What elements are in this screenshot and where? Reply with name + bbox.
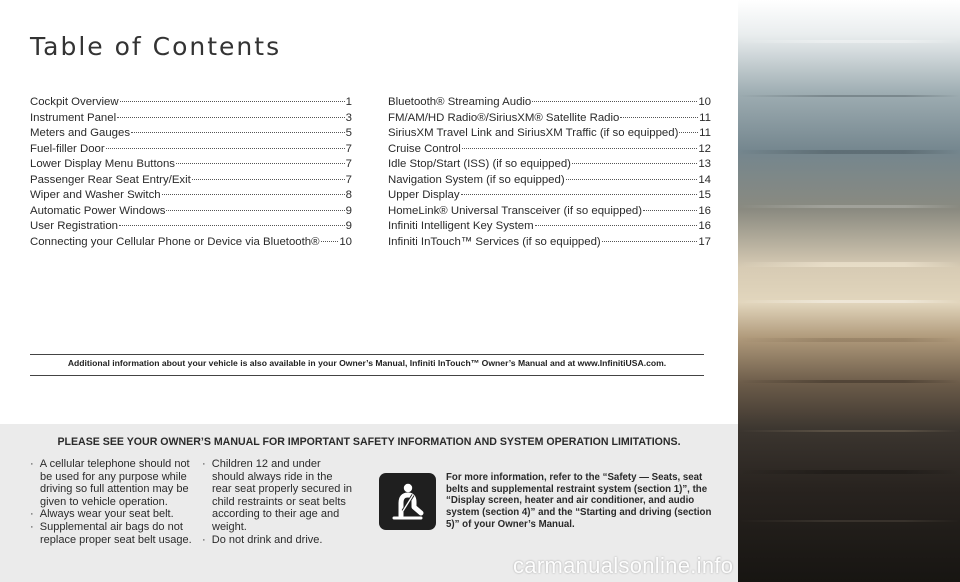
photo-streak [738, 338, 960, 342]
toc-entry [388, 188, 711, 204]
toc-leader-dots [532, 101, 697, 102]
toc-entry [30, 142, 352, 158]
toc-leader-dots [131, 132, 345, 133]
toc-entry-page: 7 [345, 173, 352, 186]
toc-entry-title: Infiniti InTouch™ Services (if so equipped) [388, 235, 601, 248]
toc-entry-page: 9 [345, 204, 352, 217]
toc-entry [388, 173, 711, 189]
toc-entry-title: Navigation System (if so equipped) [388, 173, 565, 186]
toc-entry [388, 111, 711, 127]
toc-entry [388, 235, 711, 251]
toc-entry-page: 17 [698, 235, 711, 248]
toc-entry [30, 188, 352, 204]
safety-bullet: · Supplemental air bags do not replace proper seat belt usage. [30, 521, 198, 546]
toc-entry [388, 157, 711, 173]
toc-entry-page: 8 [345, 189, 352, 201]
toc-entry-page: 9 [345, 220, 352, 232]
toc-entry-page: 5 [345, 127, 352, 139]
toc-entry-page: 11 [699, 111, 711, 124]
toc-entry-title: Connecting your Cellular Phone or Device via Bluetooth® [30, 235, 320, 248]
toc-leader-dots [462, 148, 698, 149]
toc-leader-dots [620, 117, 698, 118]
photo-streak [738, 40, 960, 43]
photo-streak [738, 430, 960, 432]
toc-entry [388, 126, 711, 142]
divider-bottom [30, 375, 704, 376]
toc-entry-page: 7 [345, 142, 352, 155]
toc-entry [30, 95, 352, 111]
photo-streak [738, 95, 960, 97]
toc-entry-title: Bluetooth® Streaming Audio [388, 96, 532, 108]
toc-entry-title: SiriusXM Travel Link and SiriusXM Traffic (if so equipped) [388, 127, 679, 139]
toc-entry-page: 10 [339, 235, 352, 248]
toc-entry-page: 16 [698, 204, 711, 217]
toc-entry [30, 126, 352, 142]
toc-entry-title: HomeLink® Universal Transceiver (if so equipped) [388, 204, 643, 217]
toc-entry-title: Upper Display [388, 189, 460, 201]
photo-streak [738, 150, 960, 154]
photo-streak [738, 520, 960, 522]
toc-entry-title: Lower Display Menu Buttons [30, 158, 175, 170]
toc-entry [388, 142, 711, 158]
toc-entry-title: Cruise Control [388, 142, 461, 155]
toc-entry-page: 10 [698, 96, 711, 108]
photo-streak [738, 380, 960, 383]
toc-entry-page: 3 [345, 111, 352, 124]
toc-entry-title: Automatic Power Windows [30, 204, 166, 217]
toc-entry-title: Idle Stop/Start (ISS) (if so equipped) [388, 158, 571, 170]
divider-top [30, 354, 704, 355]
toc-leader-dots [643, 210, 697, 211]
photo-streak [738, 205, 960, 208]
toc-entry [30, 204, 352, 220]
safety-bullets-col1 [30, 458, 198, 546]
toc-entry-page: 16 [698, 220, 711, 232]
toc-entry-title: Instrument Panel [30, 111, 117, 124]
toc-entry [30, 173, 352, 189]
toc-leader-dots [461, 194, 698, 195]
toc-left-column [30, 95, 352, 250]
toc-leader-dots [117, 117, 345, 118]
toc-leader-dots [535, 225, 698, 226]
toc-leader-dots [166, 210, 344, 211]
motion-blur-photo [738, 0, 960, 582]
toc-entry-title: Fuel-filler Door [30, 142, 105, 155]
toc-entry-page: 7 [345, 158, 352, 170]
safety-bullet: · Children 12 and under should always ride in the rear seat properly secured in child restraints or seat belts according to their age and weight. [202, 458, 352, 534]
toc-entry [388, 95, 711, 111]
toc-entry-title: Passenger Rear Seat Entry/Exit [30, 173, 191, 186]
safety-bullets-col2 [202, 458, 352, 546]
toc-entry-page: 12 [698, 142, 711, 155]
toc-entry [388, 204, 711, 220]
toc-leader-dots [119, 225, 345, 226]
toc-entry-title: Infiniti Intelligent Key System [388, 220, 534, 232]
watermark: carmanualsonline.info [513, 553, 734, 578]
toc-entry-title: FM/AM/HD Radio®/SiriusXM® Satellite Radio [388, 111, 620, 124]
toc-leader-dots [321, 241, 339, 242]
toc-leader-dots [106, 148, 345, 149]
safety-bullet: · Do not drink and drive. [202, 534, 352, 547]
toc-entry [388, 219, 711, 235]
photo-streak [738, 470, 960, 474]
photo-streak [738, 262, 960, 267]
toc-leader-dots [162, 194, 345, 195]
toc-entry-title: Cockpit Overview [30, 96, 119, 108]
additional-info-note: Additional information about your vehicle is also available in your Owner’s Manual, Infiniti InTouch™ Owner’s Manual and at www.InfinitiUSA.com. [67, 358, 667, 368]
toc-entry [30, 157, 352, 173]
toc-entry [30, 111, 352, 127]
toc-entry-title: User Registration [30, 220, 118, 232]
toc-leader-dots [120, 101, 345, 102]
toc-leader-dots [572, 163, 697, 164]
toc-leader-dots [602, 241, 698, 242]
toc-entry-title: Meters and Gauges [30, 127, 131, 139]
toc-entry-page: 13 [698, 158, 711, 170]
toc-entry-title: Wiper and Washer Switch [30, 189, 161, 201]
toc-entry [30, 219, 352, 235]
toc-entry-page: 11 [699, 127, 711, 139]
toc-entry-page: 15 [698, 189, 711, 201]
toc-entry-page: 1 [345, 96, 352, 108]
safety-heading: PLEASE SEE YOUR OWNER’S MANUAL FOR IMPORTANT SAFETY INFORMATION AND SYSTEM OPERATION LIMITATIONS. [57, 436, 681, 448]
photo-streak [738, 300, 960, 303]
toc-entry [30, 235, 352, 251]
toc-right-column [388, 95, 711, 250]
more-info-note: For more information, refer to the “Safety — Seats, seat belts and supplemental restraint system (section 1)”, the “Display screen, heater and air conditioner, and audio system (section 4)” and the “Starting and driving (section 5)” of your Owner’s Manual. [446, 472, 712, 530]
seatbelt-icon [379, 473, 436, 530]
toc-entry-page: 14 [698, 173, 711, 186]
toc-leader-dots [192, 179, 345, 180]
toc-leader-dots [566, 179, 698, 180]
safety-bullet: · Always wear your seat belt. [30, 508, 198, 521]
toc-leader-dots [679, 132, 698, 133]
toc-leader-dots [176, 163, 345, 164]
safety-bullet: · A cellular telephone should not be used for any purpose while driving so full attention may be given to vehicle operation. [30, 458, 198, 508]
page-title: Table of Contents [30, 32, 282, 61]
